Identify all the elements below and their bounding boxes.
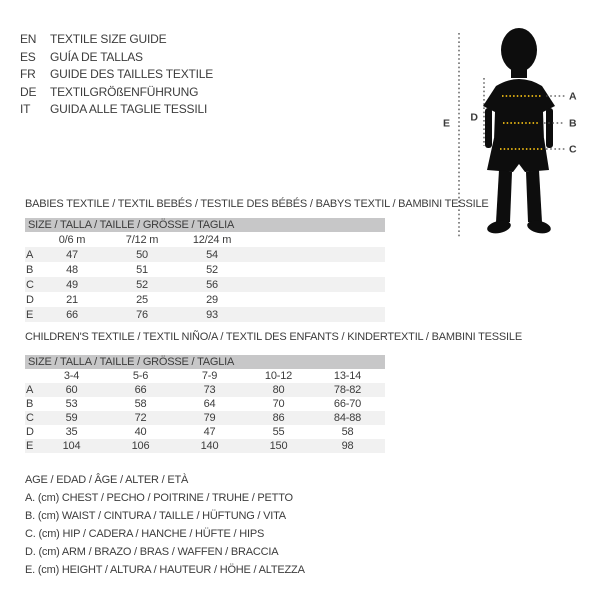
legend-line-hip: C. (cm) HIP / CADERA / HANCHE / HÜFTE / HIPS [25, 528, 265, 540]
child-silhouette-figure [428, 16, 600, 252]
cell: 50 [107, 247, 177, 262]
babies-size-header-bar: SIZE / TALLA / TAILLE / GRÖSSE / TAGLIA [25, 218, 385, 232]
language-row [20, 49, 213, 67]
cell: 47 [203, 426, 216, 438]
cell: 93 [177, 307, 247, 322]
cell: 104 [37, 439, 106, 453]
row-letter: C [25, 411, 37, 425]
cell: 79 [175, 411, 244, 425]
cell: 66 [37, 307, 107, 322]
babies-section-title: BABIES TEXTILE / TEXTIL BEBÉS / TESTILE DES BÉBÉS / BABYS TEXTIL / BAMBINI TESSILE [25, 198, 489, 210]
cell: 98 [313, 439, 382, 453]
table-row [25, 247, 385, 262]
cell: 64 [203, 398, 216, 410]
cell: 66-70 [333, 398, 362, 410]
table-row [25, 277, 385, 292]
column-header: 10-12 [264, 370, 293, 382]
cell: 70 [272, 398, 285, 410]
cell: 21 [66, 293, 78, 306]
language-label: TEXTILGRÖßENFÜHRUNG [50, 84, 199, 99]
arm-label: D [470, 111, 478, 124]
table-row [25, 383, 385, 397]
column-header: 7-9 [201, 370, 218, 382]
column-header: 0/6 m [58, 233, 86, 246]
babies-size-table [25, 218, 385, 322]
table-row [25, 292, 385, 307]
language-code: EN [20, 32, 37, 46]
waist-label: B [569, 117, 577, 130]
chest-label: A [569, 90, 577, 103]
cell: 140 [175, 439, 244, 453]
legend-line-height: E. (cm) HEIGHT / ALTURA / HAUTEUR / HÖHE / ALTEZZA [25, 564, 305, 576]
cell: 52 [107, 277, 177, 292]
children-size-header-bar: SIZE / TALLA / TAILLE / GRÖSSE / TAGLIA [25, 355, 385, 369]
language-code: FR [20, 67, 36, 81]
cell: 35 [65, 426, 78, 438]
cell: 73 [175, 383, 244, 397]
cell: 78-82 [313, 383, 382, 397]
cell: 54 [177, 247, 247, 262]
row-letter: C [25, 277, 37, 292]
language-row [20, 31, 213, 49]
cell: 48 [66, 263, 78, 276]
cell: 59 [37, 411, 106, 425]
cell: 84-88 [313, 411, 382, 425]
table-row [25, 439, 385, 453]
legend-line-age: AGE / EDAD / ÂGE / ALTER / ETÀ [25, 474, 189, 486]
cell: 72 [106, 411, 175, 425]
cell: 53 [65, 398, 78, 410]
cell: 56 [177, 277, 247, 292]
row-letter: D [26, 426, 34, 438]
babies-column-header-row [25, 232, 385, 247]
legend-line-chest: A. (cm) CHEST / PECHO / POITRINE / TRUHE / PETTO [25, 492, 293, 504]
language-row [20, 66, 213, 84]
cell: 60 [37, 383, 106, 397]
cell: 58 [341, 426, 354, 438]
cell: 49 [37, 277, 107, 292]
row-letter: B [26, 263, 34, 276]
children-size-table [25, 355, 385, 453]
row-letter: E [25, 307, 37, 322]
column-header: 5-6 [132, 370, 149, 382]
language-row [20, 101, 213, 119]
column-header: 3-4 [63, 370, 80, 382]
table-row [25, 411, 385, 425]
children-section-title: CHILDREN'S TEXTILE / TEXTIL NIÑO/A / TEXTIL DES ENFANTS / KINDERTEXTIL / BAMBINI TESSILE [25, 331, 522, 343]
cell: 58 [134, 398, 147, 410]
language-list [20, 31, 213, 119]
cell: 76 [107, 307, 177, 322]
row-letter: A [25, 383, 37, 397]
row-letter: B [26, 398, 34, 410]
cell: 29 [206, 293, 218, 306]
row-letter: A [25, 247, 37, 262]
cell: 51 [136, 263, 148, 276]
language-row [20, 84, 213, 102]
cell: 66 [106, 383, 175, 397]
language-code: IT [20, 102, 31, 116]
row-letter: D [26, 293, 34, 306]
hip-label: C [569, 143, 577, 156]
language-label: GUÍA DE TALLAS [50, 49, 143, 64]
cell: 150 [244, 439, 313, 453]
cell: 25 [136, 293, 148, 306]
column-header: 7/12 m [125, 233, 159, 246]
language-label: GUIDA ALLE TAGLIE TESSILI [50, 102, 208, 116]
babies-table [25, 232, 385, 322]
cell: 47 [37, 247, 107, 262]
table-row [25, 397, 385, 411]
children-column-header-row [25, 369, 385, 383]
table-row [25, 425, 385, 439]
measurement-legend [25, 471, 305, 579]
table-row [25, 307, 385, 322]
cell: 52 [206, 263, 218, 276]
legend-line-waist: B. (cm) WAIST / CINTURA / TAILLE / HÜFTUNG / VITA [25, 510, 286, 522]
cell: 40 [134, 426, 147, 438]
language-label: GUIDE DES TAILLES TEXTILE [50, 67, 214, 81]
language-label: TEXTILE SIZE GUIDE [50, 32, 167, 46]
language-code: ES [20, 49, 36, 64]
height-label: E [442, 117, 450, 130]
legend-line-arm: D. (cm) ARM / BRAZO / BRAS / WAFFEN / BRACCIA [25, 546, 279, 558]
child-silhouette [483, 28, 555, 235]
table-row [25, 262, 385, 277]
children-table [25, 369, 385, 453]
cell: 55 [272, 426, 285, 438]
cell: 80 [244, 383, 313, 397]
cell: 86 [244, 411, 313, 425]
row-letter: E [25, 439, 37, 453]
column-header: 13-14 [333, 370, 362, 382]
language-code: DE [20, 84, 37, 99]
column-header: 12/24 m [192, 233, 232, 246]
cell: 106 [106, 439, 175, 453]
